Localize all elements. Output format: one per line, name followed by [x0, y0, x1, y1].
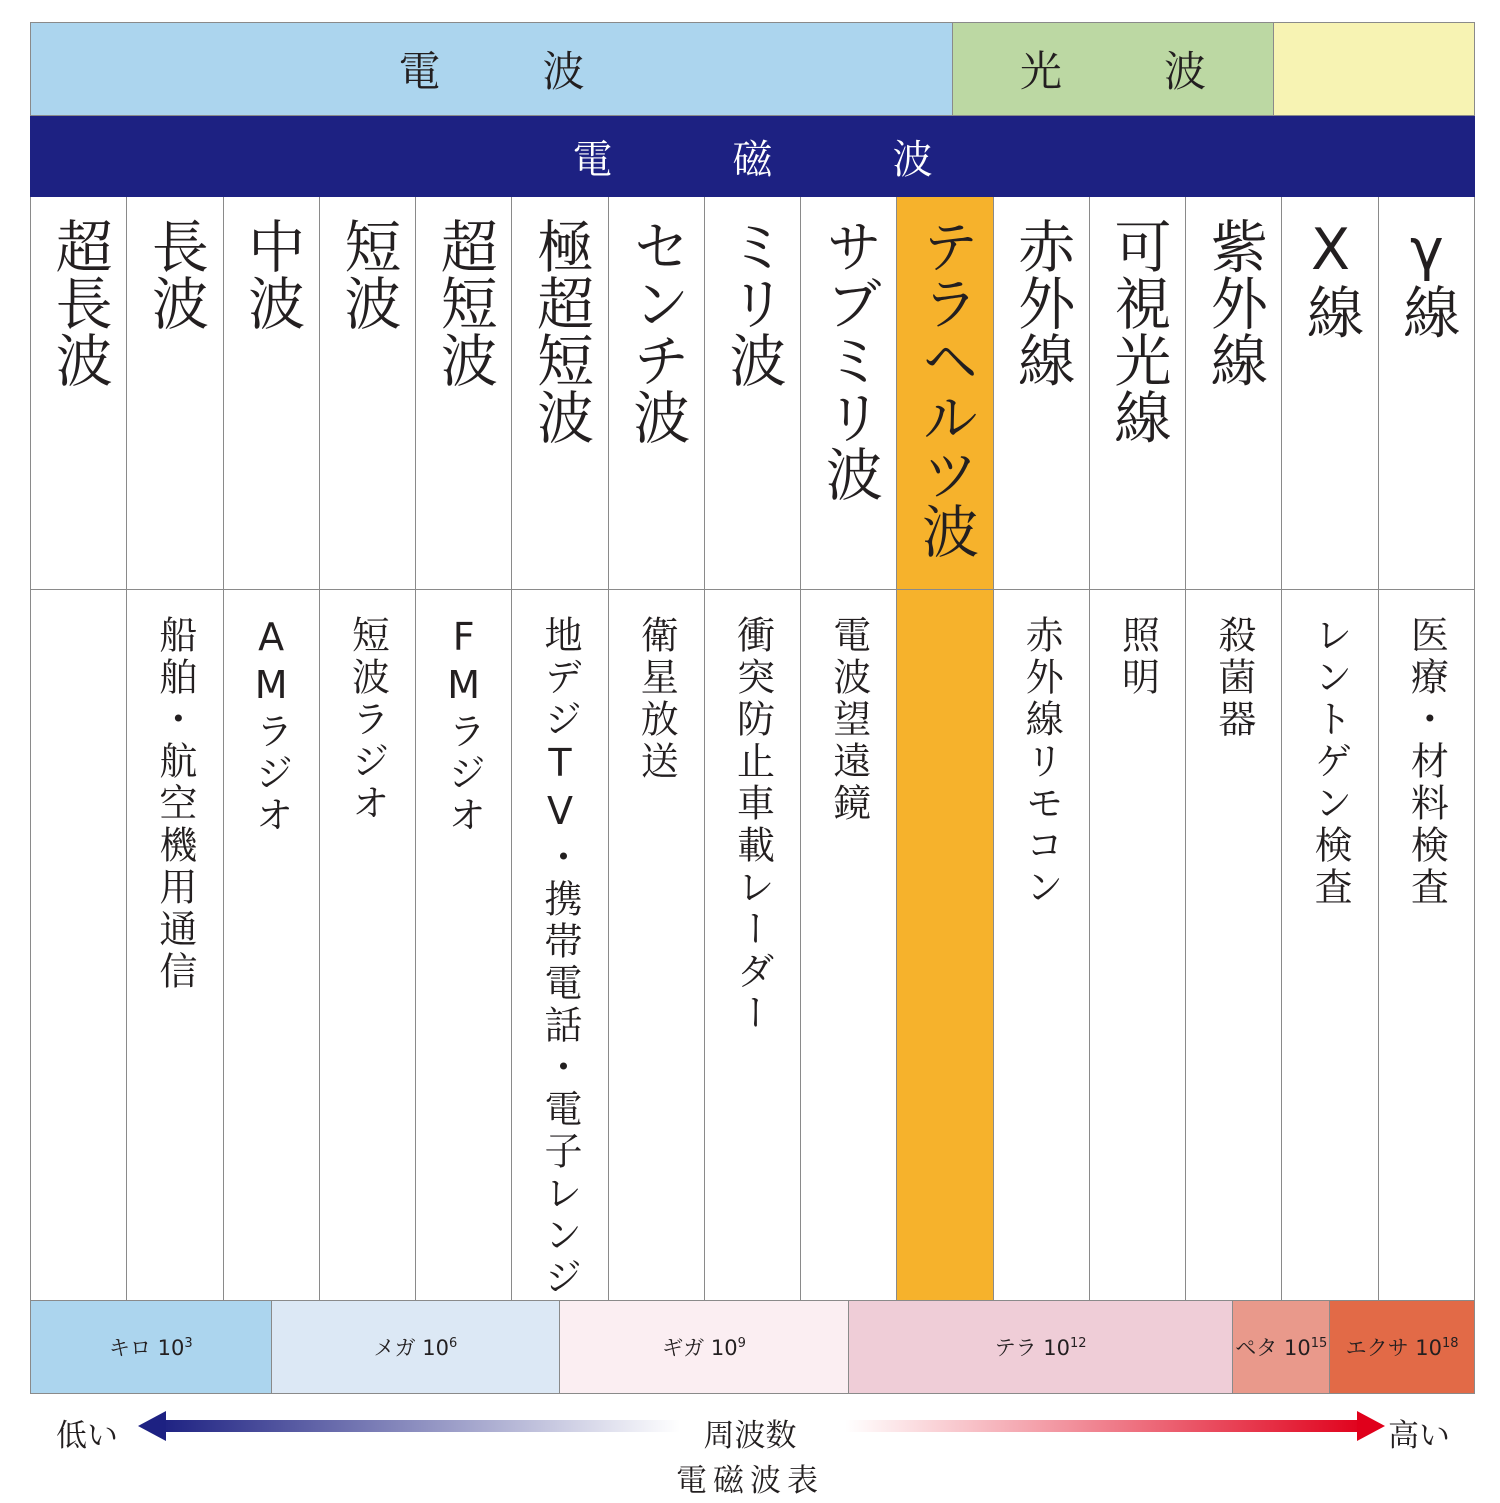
row-divider	[1186, 589, 1281, 590]
diagram-caption: 電磁波表	[676, 1463, 824, 1499]
electromagnetic-wave-band	[30, 116, 1475, 197]
row-divider	[127, 589, 222, 590]
wave-use-example: 赤外線リモコン	[1019, 615, 1064, 909]
wave-type-name: 長波	[142, 217, 209, 331]
row-divider	[705, 589, 800, 590]
wave-column	[223, 197, 319, 1300]
light-wave-band	[953, 22, 1274, 116]
wave-type-name: 可視光線	[1105, 217, 1172, 445]
wave-column	[511, 197, 607, 1300]
frequency-exponent: 12	[1070, 1335, 1087, 1351]
wave-use-example: 殺菌器	[1211, 615, 1256, 741]
frequency-exponent: 6	[449, 1335, 458, 1351]
wave-type-table	[30, 197, 1475, 1301]
radio-wave-label: 電 波	[398, 47, 615, 96]
wave-column	[1185, 197, 1281, 1300]
wave-column	[319, 197, 415, 1300]
wave-type-name: 超長波	[46, 217, 113, 388]
row-divider	[1282, 589, 1377, 590]
wave-column	[415, 197, 511, 1300]
wave-column	[993, 197, 1089, 1300]
frequency-exponent: 3	[184, 1335, 193, 1351]
wave-use-example: レントゲン検査	[1308, 615, 1353, 909]
frequency-exponent: 18	[1442, 1335, 1459, 1351]
wave-type-name: X線	[1297, 217, 1364, 340]
row-divider	[416, 589, 511, 590]
frequency-prefix-label: キロ 10	[108, 1336, 185, 1360]
wave-column	[704, 197, 800, 1300]
wave-type-name: サブミリ波	[816, 217, 883, 502]
wave-type-name: 超短波	[431, 217, 498, 388]
row-divider	[224, 589, 319, 590]
row-divider	[801, 589, 896, 590]
wave-column	[896, 197, 992, 1300]
wave-use-example: AMラジオ	[249, 615, 294, 837]
wave-column	[126, 197, 222, 1300]
row-divider	[994, 589, 1089, 590]
wave-column	[31, 197, 126, 1300]
wave-type-name: γ線	[1393, 217, 1460, 340]
light-wave-label: 光 波	[1019, 47, 1236, 96]
wave-use-example: FMラジオ	[441, 615, 486, 837]
row-divider	[897, 589, 992, 590]
frequency-prefix-cell	[31, 1301, 271, 1393]
frequency-prefix-cell	[271, 1301, 560, 1393]
radio-wave-band	[30, 22, 953, 116]
frequency-prefix-cell	[1232, 1301, 1329, 1393]
row-divider	[609, 589, 704, 590]
frequency-axis-label: 周波数	[703, 1418, 797, 1454]
wave-use-example: 短波ラジオ	[345, 615, 390, 825]
wave-use-example: 照明	[1115, 615, 1160, 699]
frequency-prefix-cell	[848, 1301, 1232, 1393]
wave-type-name: 紫外線	[1201, 217, 1268, 388]
frequency-prefix-label: ペタ 10	[1235, 1336, 1311, 1360]
wave-column	[608, 197, 704, 1300]
wave-type-name: ミリ波	[719, 217, 786, 388]
wave-use-example: 電波望遠鏡	[826, 615, 871, 825]
low-frequency-label: 低い	[56, 1418, 118, 1454]
row-divider	[1379, 589, 1474, 590]
wave-use-example: 衝突防止車載レーダー	[730, 615, 775, 1035]
wave-use-example: 船舶・航空機用通信	[152, 615, 197, 993]
electromagnetic-wave-label: 電 磁 波	[572, 137, 973, 183]
wave-column	[1089, 197, 1185, 1300]
row-divider	[31, 589, 126, 590]
wave-column	[1281, 197, 1377, 1300]
frequency-prefix-label: テラ 10	[994, 1336, 1071, 1360]
frequency-scale	[30, 1300, 1475, 1394]
row-divider	[1090, 589, 1185, 590]
wave-type-name: 短波	[334, 217, 401, 331]
wave-type-name: テラヘルツ波	[912, 217, 979, 559]
wave-type-name: 中波	[238, 217, 305, 331]
wave-column	[800, 197, 896, 1300]
frequency-prefix-label: ギガ 10	[662, 1336, 738, 1360]
wave-column	[1378, 197, 1474, 1300]
row-divider	[320, 589, 415, 590]
frequency-exponent: 15	[1310, 1335, 1328, 1351]
frequency-prefix-label: エクサ 10	[1345, 1336, 1443, 1360]
radiation-band	[1274, 22, 1475, 116]
wave-type-name: センチ波	[623, 217, 690, 445]
high-frequency-label: 高い	[1388, 1418, 1450, 1454]
wave-use-example: 地デジTV・携帯電話・電子レンジ	[537, 615, 582, 1299]
row-divider	[512, 589, 607, 590]
wave-type-name: 極超短波	[527, 217, 594, 445]
frequency-exponent: 9	[737, 1335, 746, 1351]
wave-use-example: 衛星放送	[634, 615, 679, 783]
frequency-prefix-cell	[559, 1301, 848, 1393]
wave-type-name: 赤外線	[1008, 217, 1075, 388]
frequency-prefix-cell	[1329, 1301, 1474, 1393]
frequency-prefix-label: メガ 10	[373, 1336, 450, 1360]
wave-use-example: 医療・材料検査	[1404, 615, 1449, 909]
